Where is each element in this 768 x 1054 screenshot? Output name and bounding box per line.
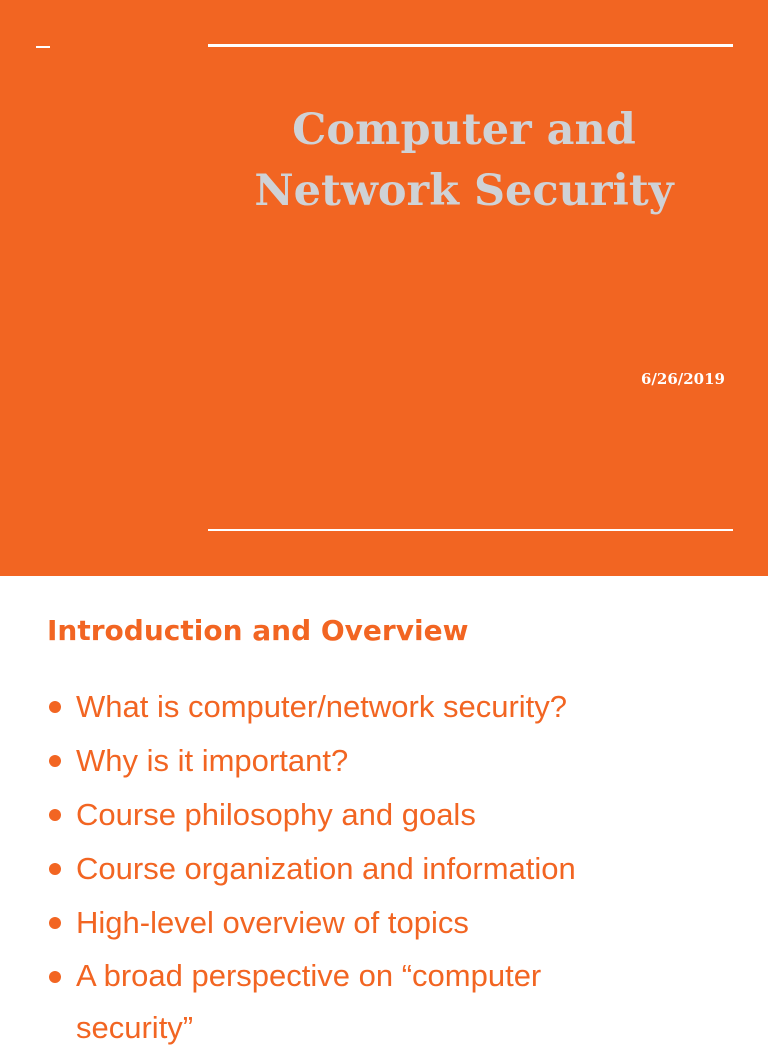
title-line-1: Computer and bbox=[292, 105, 636, 155]
bullet-dot-icon bbox=[49, 917, 61, 929]
section-heading: Introduction and Overview bbox=[47, 614, 469, 647]
list-item bbox=[47, 734, 747, 788]
bullet-list bbox=[47, 680, 747, 1054]
list-item bbox=[47, 680, 747, 734]
list-item bbox=[47, 950, 616, 1054]
bottom-rule bbox=[208, 529, 733, 531]
list-item bbox=[47, 896, 747, 950]
bullet-dot-icon bbox=[49, 701, 61, 713]
bullet-dot-icon bbox=[49, 755, 61, 767]
bullet-dot-icon bbox=[49, 971, 61, 983]
bullet-text: Why is it important? bbox=[76, 743, 349, 778]
bullet-text: High-level overview of topics bbox=[76, 905, 469, 940]
bullet-text: Course philosophy and goals bbox=[76, 797, 476, 832]
slide-date: 6/26/2019 bbox=[640, 370, 725, 388]
corner-dash-decoration bbox=[36, 46, 50, 48]
title-line-2: Network Security bbox=[254, 166, 674, 216]
slide-title bbox=[208, 100, 720, 222]
top-rule bbox=[208, 44, 733, 47]
overview-slide bbox=[0, 576, 768, 1045]
bullet-text: A broad perspective on “computer security” bbox=[76, 958, 542, 1045]
list-item bbox=[47, 842, 747, 896]
bullet-text: Course organization and information bbox=[76, 851, 576, 886]
bullet-text: What is computer/network security? bbox=[76, 689, 568, 724]
bullet-dot-icon bbox=[49, 809, 61, 821]
list-item bbox=[47, 788, 747, 842]
bullet-dot-icon bbox=[49, 863, 61, 875]
